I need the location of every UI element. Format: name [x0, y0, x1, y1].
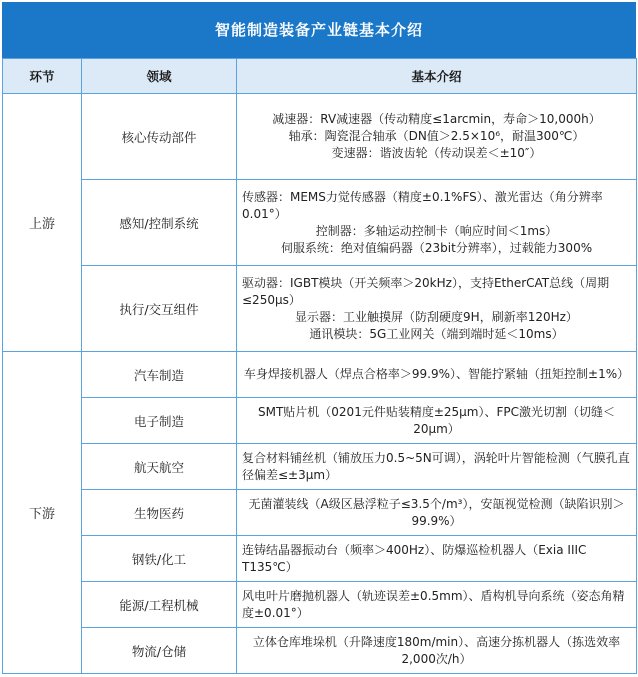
table-row — [3, 352, 637, 398]
field-execution-interaction: 执行/交互组件 — [82, 266, 237, 352]
table-title: 智能制造装备产业链基本介绍 — [2, 2, 636, 58]
field-logistics: 物流/仓储 — [82, 628, 237, 674]
header-row — [3, 59, 637, 94]
intro-logistics — [237, 628, 637, 674]
field-electronics: 电子制造 — [82, 398, 237, 444]
intro-line: 复合材料铺丝机（铺放压力0.5~5N可调），涡轮叶片智能检测（气膜孔直径偏差≤±3μm） — [242, 450, 630, 482]
intro-line: 连铸结晶器振动台（频率＞400Hz）、防爆巡检机器人（Exia IIIC T135℃） — [242, 542, 587, 574]
field-energy-machinery: 能源/工程机械 — [82, 582, 237, 628]
header-stage: 环节 — [3, 59, 82, 94]
header-intro: 基本介绍 — [237, 59, 637, 94]
table-row — [3, 180, 637, 266]
intro-line: 通讯模块：5G工业网关（端到端时延＜10ms） — [309, 326, 564, 341]
intro-line: 轴承：陶瓷混合轴承（DN值＞2.5×10⁶，耐温300℃） — [288, 129, 585, 143]
intro-line: 显示器：工业触摸屏（防刮硬度9H，刷新率120Hz） — [295, 309, 578, 324]
intro-line: 变速器：谐波齿轮（传动误差＜±10″） — [331, 146, 542, 160]
intro-line: 传感器：MEMS力觉传感器（精度±0.1%FS）、激光雷达（角分辨率0.01°） — [242, 189, 603, 221]
field-biomedicine: 生物医药 — [82, 490, 237, 536]
table-row — [3, 94, 637, 180]
field-steel-chemical: 钢铁/化工 — [82, 536, 237, 582]
table-row — [3, 582, 637, 628]
industry-chain-table — [2, 58, 637, 674]
intro-core-transmission — [237, 94, 637, 180]
intro-execution-interaction — [237, 266, 637, 352]
table-row — [3, 628, 637, 674]
intro-line: 风电叶片磨抛机器人（轨迹误差±0.5mm）、盾构机导向系统（姿态角精度±0.01°） — [242, 588, 625, 620]
intro-aerospace — [237, 444, 637, 490]
intro-line: 车身焊接机器人（焊点合格率＞99.9%）、智能拧紧轴（扭矩控制±1%） — [243, 367, 630, 381]
intro-biomedicine — [237, 490, 637, 536]
intro-energy-machinery — [237, 582, 637, 628]
field-aerospace: 航天航空 — [82, 444, 237, 490]
intro-line: 驱动器：IGBT模块（开关频率＞20kHz），支持EtherCAT总线（周期≤250μs） — [242, 275, 610, 307]
intro-line: 减速器：RV减速器（传动精度≤1arcmin，寿命＞10,000h） — [272, 112, 601, 126]
intro-line: 立体仓库堆垛机（升降速度180m/min）、高速分拣机器人（拣选效率2,000次/h） — [252, 634, 621, 666]
table-row — [3, 398, 637, 444]
table-row — [3, 444, 637, 490]
stage-downstream: 下游 — [3, 352, 82, 674]
stage-upstream: 上游 — [3, 94, 82, 352]
field-automotive: 汽车制造 — [82, 352, 237, 398]
header-field: 领域 — [82, 59, 237, 94]
field-core-transmission: 核心传动部件 — [82, 94, 237, 180]
intro-sensing-control — [237, 180, 637, 266]
intro-steel-chemical — [237, 536, 637, 582]
industry-chain-table-container — [2, 2, 636, 673]
intro-line: 伺服系统：绝对值编码器（23bit分辨率），过载能力300% — [280, 240, 593, 255]
intro-automotive — [237, 352, 637, 398]
intro-line: 控制器：多轴运动控制卡（响应时间＜1ms） — [315, 223, 558, 238]
field-sensing-control: 感知/控制系统 — [82, 180, 237, 266]
intro-line: SMT贴片机（0201元件贴装精度±25μm）、FPC激光切割（切缝＜20μm） — [257, 404, 615, 436]
intro-electronics — [237, 398, 637, 444]
table-row — [3, 536, 637, 582]
table-row — [3, 490, 637, 536]
intro-line: 无菌灌装线（A级区悬浮粒子≤3.5个/m³），安瓿视觉检测（缺陷识别＞99.9%） — [248, 496, 625, 528]
table-row — [3, 266, 637, 352]
